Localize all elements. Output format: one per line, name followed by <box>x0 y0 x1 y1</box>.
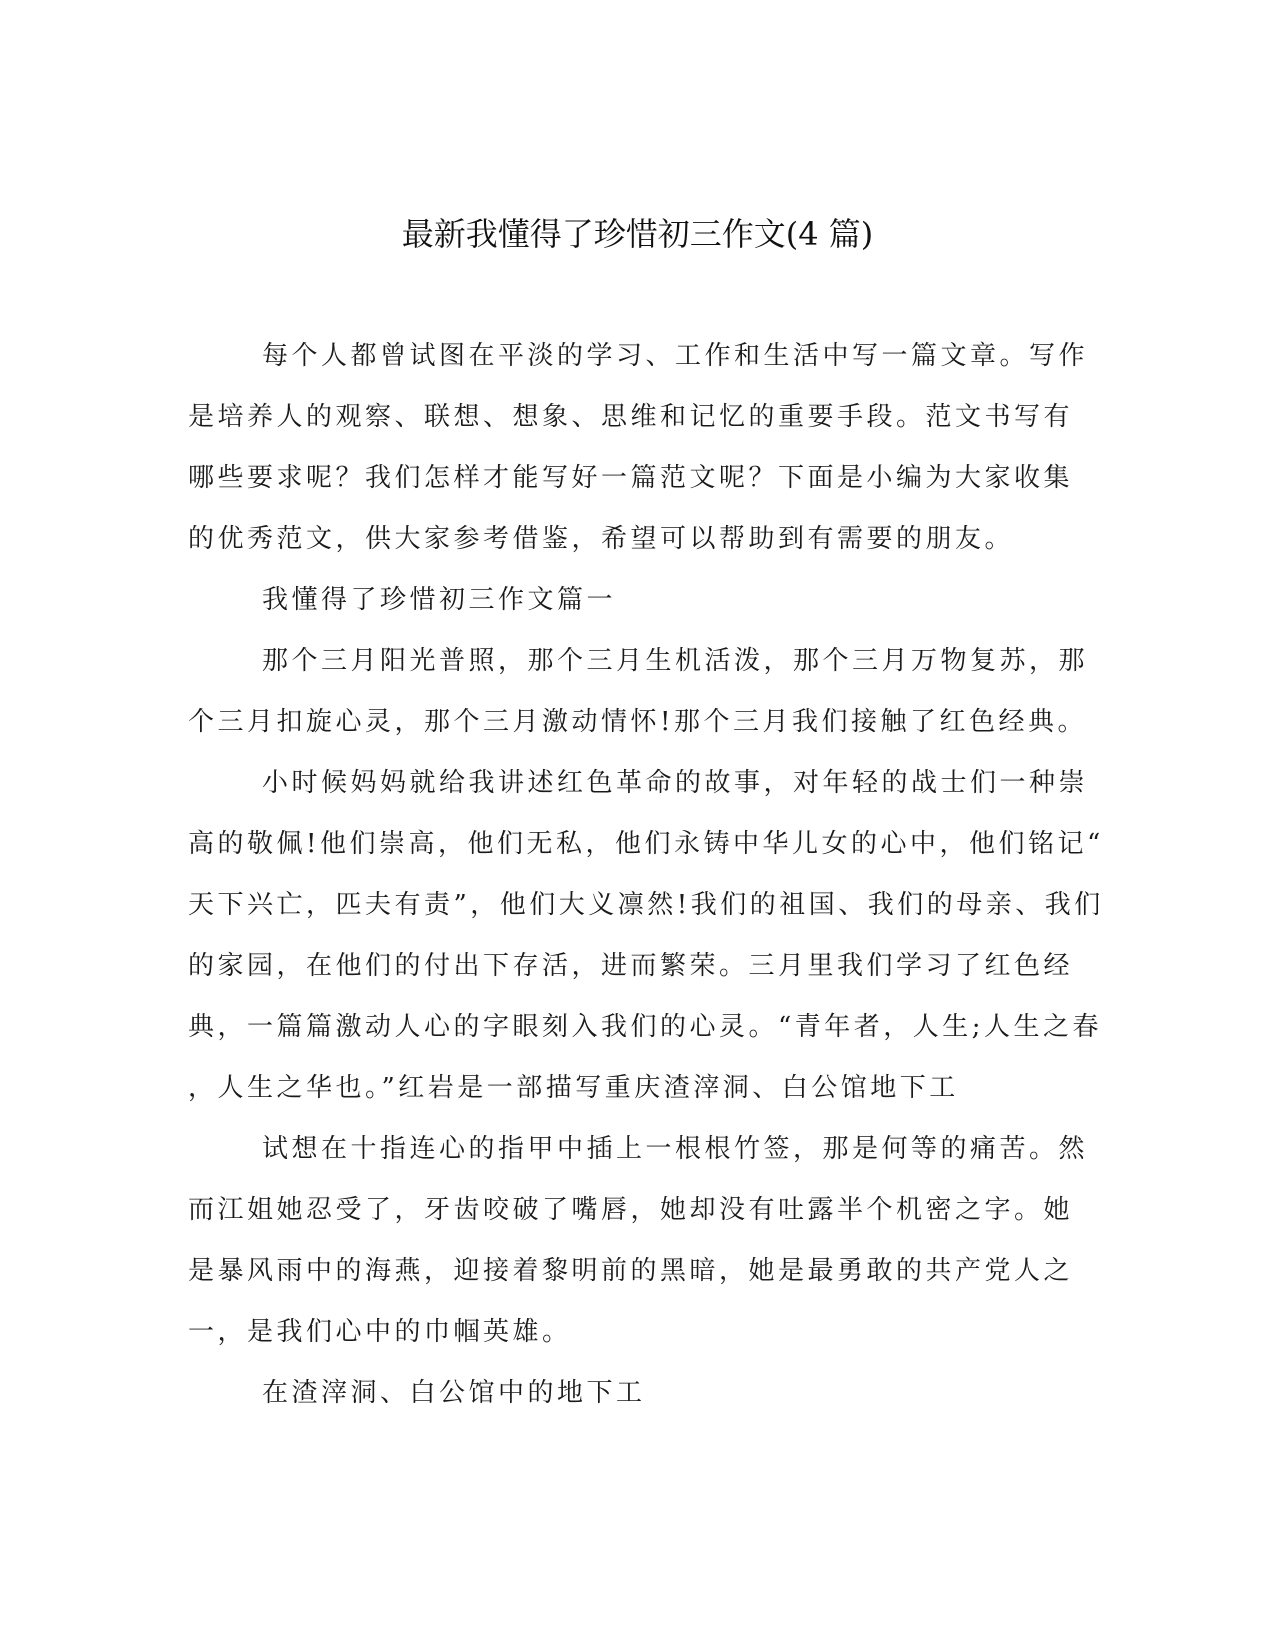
paragraph-line: 小时候妈妈就给我讲述红色革命的故事，对年轻的战士们一种崇 <box>262 768 1089 798</box>
paragraph-line: 是培养人的观察、联想、想象、思维和记忆的重要手段。范文书写有 <box>188 402 1074 432</box>
paragraph-line: ，人生之华也。”红岩是一部描写重庆渣滓洞、白公馆地下工 <box>188 1073 959 1103</box>
paragraph-line: 在渣滓洞、白公馆中的地下工 <box>262 1378 646 1408</box>
paragraph-line: 典，一篇篇激动人心的字眼刻入我们的心灵。“青年者，人生;人生之春 <box>188 1012 1103 1042</box>
paragraph-line: 哪些要求呢？我们怎样才能写好一篇范文呢？下面是小编为大家收集 <box>188 463 1074 493</box>
paragraph-line: 是暴风雨中的海燕，迎接着黎明前的黑暗，她是最勇敢的共产党人之 <box>188 1256 1074 1286</box>
paragraph-line: 试想在十指连心的指甲中插上一根根竹签，那是何等的痛苦。然 <box>262 1134 1089 1164</box>
paragraph-line: 高的敬佩!他们崇高，他们无私，他们永铸中华儿女的心中，他们铭记“ <box>188 829 1104 859</box>
document-body <box>188 326 1104 1424</box>
paragraph-line: 的家园，在他们的付出下存活，进而繁荣。三月里我们学习了红色经 <box>188 951 1074 981</box>
paragraph-line: 那个三月阳光普照，那个三月生机活泼，那个三月万物复苏，那 <box>262 646 1089 676</box>
paragraph-line: 个三月扣旋心灵，那个三月激动情怀!那个三月我们接触了红色经典。 <box>188 707 1087 737</box>
paragraph-line: 天下兴亡，匹夫有责”，他们大义凛然!我们的祖国、我们的母亲、我们 <box>188 890 1104 920</box>
section-heading: 我懂得了珍惜初三作文篇一 <box>262 585 617 615</box>
paragraph-line: 一，是我们心中的巾帼英雄。 <box>188 1317 572 1347</box>
paragraph-line: 而江姐她忍受了，牙齿咬破了嘴唇，她却没有吐露半个机密之字。她 <box>188 1195 1074 1225</box>
paragraph-line: 的优秀范文，供大家参考借鉴，希望可以帮助到有需要的朋友。 <box>188 524 1015 554</box>
paragraph-line: 每个人都曾试图在平淡的学习、工作和生活中写一篇文章。写作 <box>262 341 1089 371</box>
document-title: 最新我懂得了珍惜初三作文(4 篇) <box>401 215 874 253</box>
